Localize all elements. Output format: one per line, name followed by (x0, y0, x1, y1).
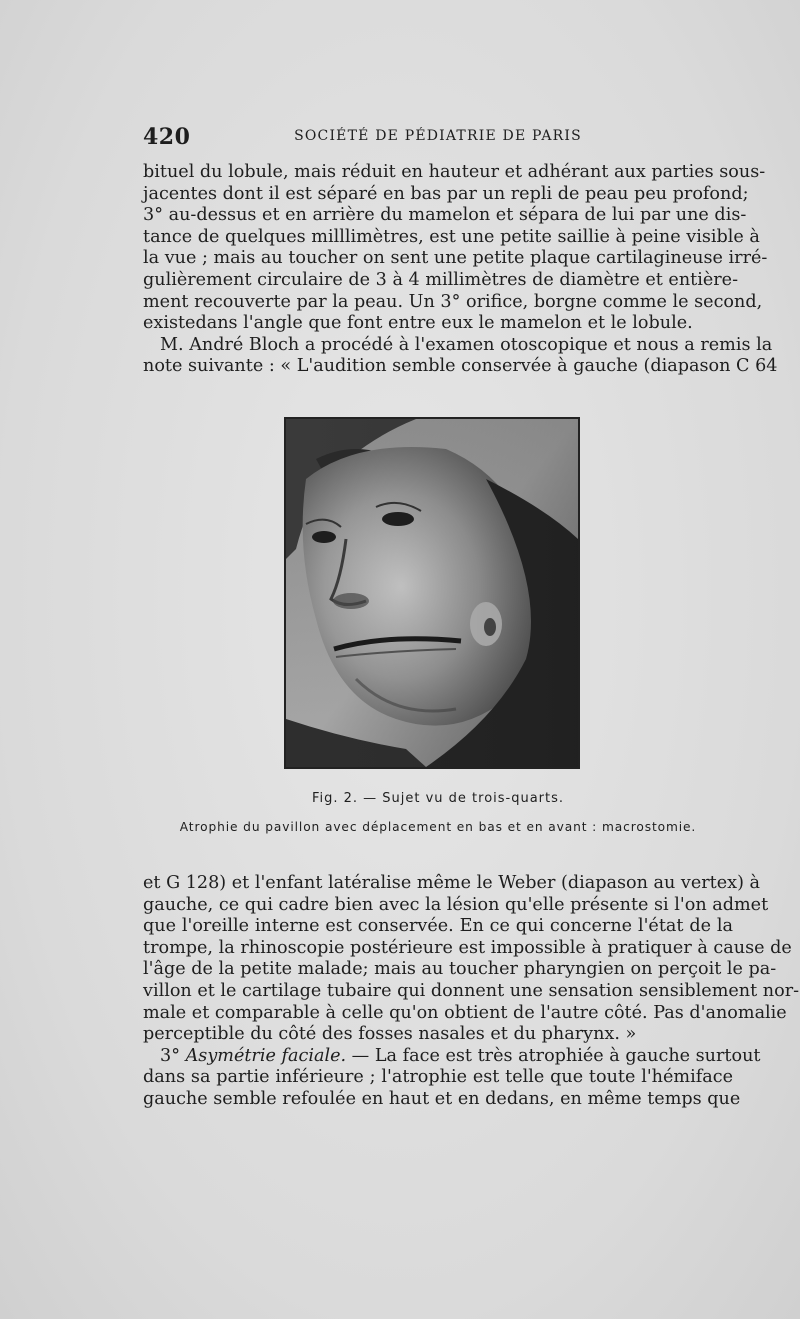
page-header (143, 124, 733, 152)
text-line: 3° au-dessus et en arrière du mamelon et sépara de lui par une dis- (143, 205, 747, 226)
section-heading-line (143, 1045, 761, 1068)
text-line: villon et le cartilage tubaire qui donnent une sensation sensiblement nor- (143, 980, 800, 1001)
text-line: tance de quelques milllimètres, est une petite saillie à peine visible à (143, 226, 760, 247)
text-line: perceptible du côté des fosses nasales et du pharynx. » (143, 1024, 637, 1045)
section-heading: Asymétrie faciale. (185, 1045, 347, 1066)
paragraph-bottom (143, 873, 800, 1111)
text-line: gauche semble refoulée en haut et en dedans, en même temps que (143, 1088, 741, 1109)
text-line: existedans l'angle que font entre eux le mamelon et le lobule. (143, 313, 693, 334)
text-line: ment recouverte par la peau. Un 3° orifice, borgne comme le second, (143, 291, 763, 312)
section-first-line: — La face est très atrophiée à gauche surtout (351, 1045, 761, 1066)
page-number: 420 (143, 124, 191, 150)
section-number: 3° (160, 1045, 180, 1066)
text-line: la vue ; mais au toucher on sent une petite plaque cartilagineuse irré- (143, 248, 768, 269)
text-line: l'âge de la petite malade; mais au toucher pharyngien on perçoit le pa- (143, 959, 777, 980)
text-line: gauche, ce qui cadre bien avec la lésion qu'elle présente si l'on admet (143, 894, 769, 915)
paragraph-top (143, 162, 778, 378)
text-line: trompe, la rhinoscopie postérieure est impossible à pratiquer à cause de (143, 937, 792, 958)
portrait-photo (286, 419, 578, 767)
text-line: jacentes dont il est séparé en bas par un repli de peau peu profond; (143, 183, 749, 204)
figure-photograph (284, 417, 580, 769)
text-line: male et comparable à celle qu'on obtient de l'autre côté. Pas d'anomalie (143, 1002, 787, 1023)
text-line: dans sa partie inférieure ; l'atrophie est telle que toute l'hémiface (143, 1067, 733, 1088)
text-line: M. André Bloch a procédé à l'examen otoscopique et nous a remis la (160, 334, 773, 355)
text-line: note suivante : « L'audition semble conservée à gauche (diapason C 64 (143, 356, 778, 377)
figure-caption-description: Atrophie du pavillon avec déplacement en bas et en avant : macrostomie. (179, 820, 697, 834)
text-line: bituel du lobule, mais réduit en hauteur et adhérant aux parties sous- (143, 162, 766, 182)
text-line: que l'oreille interne est conservée. En ce qui concerne l'état de la (143, 916, 733, 937)
text-line: et G 128) et l'enfant latéralise même le Weber (diapason au vertex) à (143, 873, 761, 893)
figure-caption-title: Fig. 2. — Sujet vu de trois-quarts. (311, 791, 565, 806)
running-title: SOCIÉTÉ DE PÉDIATRIE DE PARIS (294, 128, 582, 144)
text-line: gulièrement circulaire de 3 à 4 millimètres de diamètre et entière- (143, 269, 739, 290)
